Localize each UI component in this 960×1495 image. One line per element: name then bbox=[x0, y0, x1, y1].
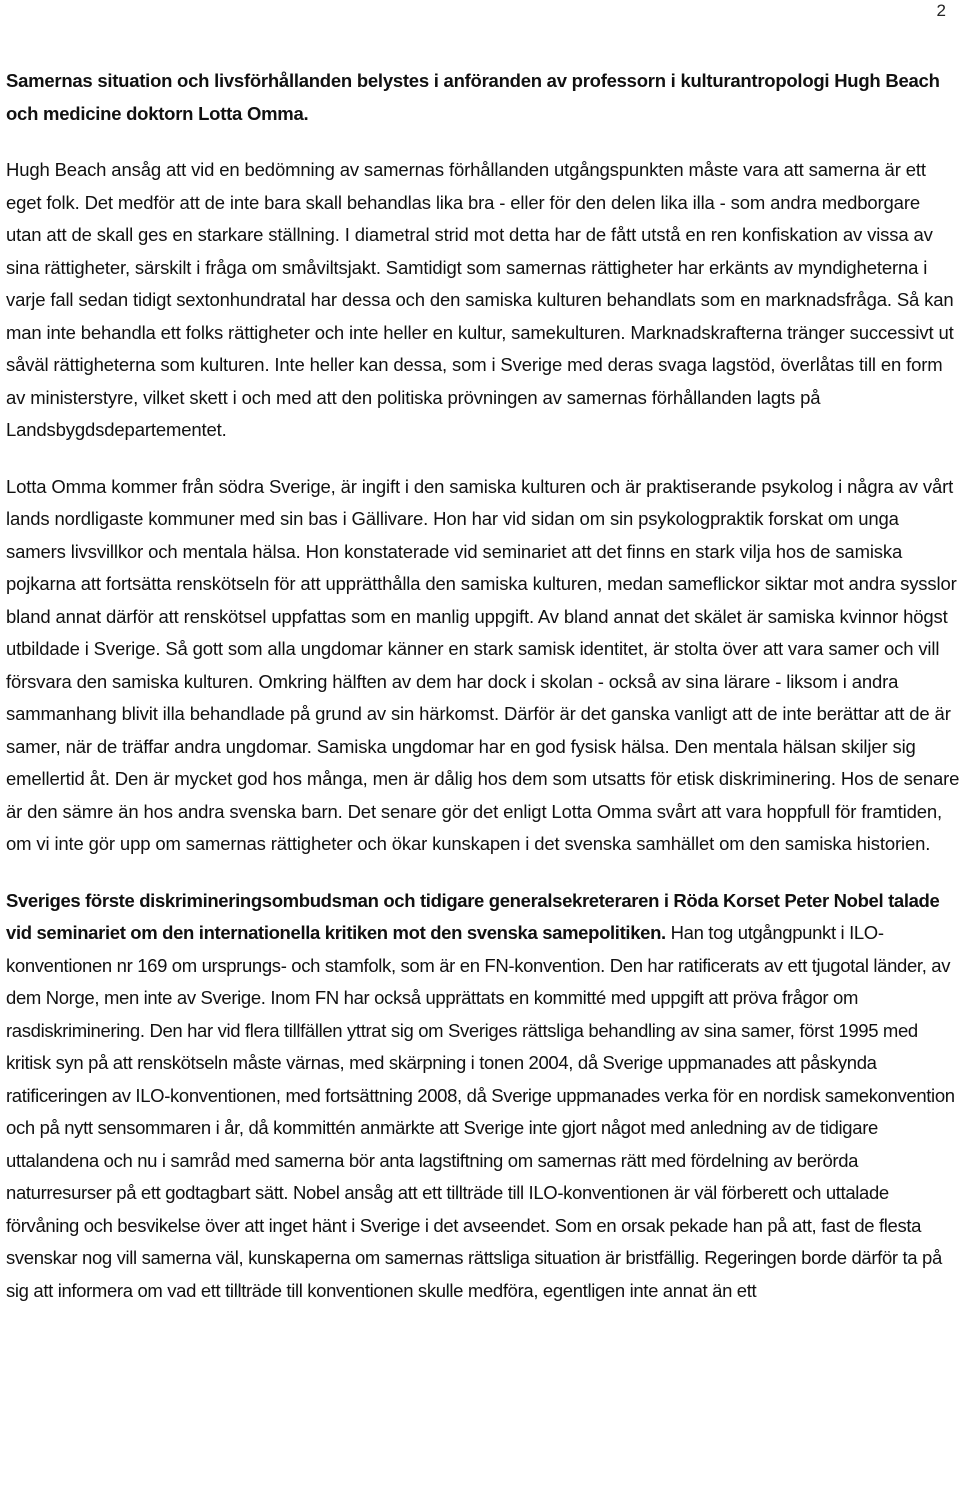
peter-nobel-heading: Sveriges förste diskrimineringsombudsman och tidigare generalsekreteraren i Röda Korset Peter Nobel talade vid seminariet om den internationella kritiken mot den svenska samepolitiken. bbox=[6, 889, 940, 943]
document-body bbox=[6, 65, 960, 1331]
intro-heading-paragraph: Samernas situation och livsförhållanden belystes i anföranden av professorn i kulturantropologi Hugh Beach och medicine doktorn Lotta Omma. bbox=[6, 70, 940, 124]
peter-nobel-paragraph bbox=[6, 885, 960, 1308]
page-number: 2 bbox=[936, 1, 946, 20]
lotta-omma-paragraph: Lotta Omma kommer från södra Sverige, är ingift i den samiska kulturen och är praktiserande psykolog i några av vårt lands nordligaste kommuner med sin bas i Gällivare. Hon har vid sidan om sin psykologpraktik forskat om unga samers livsvillkor och mentala hälsa. Hon konstaterade vid seminariet att det finns en stark vilja hos de samiska pojkarna att fortsätta renskötseln för att upprätthålla den samiska kulturen, medan sameflickor siktar mot andra sysslor bland annat därför att renskötsel uppfattas som en manlig uppgift. Av bland annat det skälet är samiska kvinnor högst utbildade i Sverige. Så gott som alla ungdomar känner en stark samisk identitet, är stolta över att vara samer och vill försvara den samiska kulturen. Omkring hälften av dem har dock i skolan - också av sina lärare - liksom i andra sammanhang blivit illa behandlade på grund av sin härkomst. Därför är det ganska vanligt att de inte berättar att de är samer, när de träffar andra ungdomar. Samiska ungdomar har en god fysisk hälsa. Den mentala hälsan skiljer sig emellertid åt. Den är mycket god hos många, men är dålig hos dem som utsatts för etisk diskriminering. Hos de senare är den sämre än hos andra svenska barn. Det senare gör det enligt Lotta Omma svårt att vara hoppfull för framtiden, om vi inte gör upp om samernas rättigheter och ökar kunskapen i det svenska samhället om den samiska historien. bbox=[6, 475, 960, 854]
hugh-beach-paragraph: Hugh Beach ansåg att vid en bedömning av samernas förhållanden utgångspunkten måste vara att samerna är ett eget folk. Det medför att de inte bara skall behandlas lika bra - eller för den delen lika illa - som andra medborgare utan att de skall ges en starkare ställning. I diametral strid mot detta har de fått utstå en ren konfiskation av vissa av sina rättigheter, särskilt i fråga om småviltsjakt. Samtidigt som samernas rättigheter har erkänts av myndigheterna i varje fall sedan tidigt sextonhundratal har dessa och den samiska kulturen behandlats som en marknadsfråga. Så kan man inte behandla ett folks rättigheter och inte heller en kultur, samekulturen. Marknadskrafterna tränger successivt ut såväl rättigheterna som kulturen. Inte heller kan dessa, som i Sverige med deras svaga lagstöd, överlåtas till en form av ministerstyre, vilket skett i och med att den politiska prövningen av samernas förhållanden lagts på Landsbygdsdepartementet. bbox=[6, 159, 954, 440]
peter-nobel-body: Han tog utgångpunkt i ILO-konventionen nr 169 om ursprungs- och stamfolk, som är en FN-konvention. Den har ratificerats av ett tjugotal länder, av dem Norge, men inte av Sverige. Inom FN har också upprättats en kommitté med uppgift att pröva frågor om rasdiskriminering. Den har vid flera tillfällen yttrat sig om Sveriges rättsliga behandling av sina samer, först 1995 med kritisk syn på att renskötseln måste värnas, med skärpning i tonen 2004, då Sverige uppmanades att påskynda ratificeringen av ILO-konventionen, med fortsättning 2008, då Sverige uppmanades verka för en nordisk samekonvention och på nytt sensommaren i år, då kommittén anmärkte att Sverige inte gjort något med anledning av de tidigare uttalandena och nu i samråd med samerna bör anta lagstiftning om samernas rätt med fördelning av berörda naturresurser på ett godtagbart sätt. Nobel ansåg att ett tillträde till ILO-konventionen är väl förberett och uttalade förvåning och besvikelse över att inget hänt i Sverige i det avseendet. Som en orsak pekade han på att, fast de flesta svenskar nog vill samerna väl, kunskaperna om samernas rättsliga situation är bristfällig. Regeringen borde därför ta på sig att informera om vad ett tillträde till konventionen skulle medföra, egentligen inte annat än ett bbox=[6, 922, 955, 1301]
